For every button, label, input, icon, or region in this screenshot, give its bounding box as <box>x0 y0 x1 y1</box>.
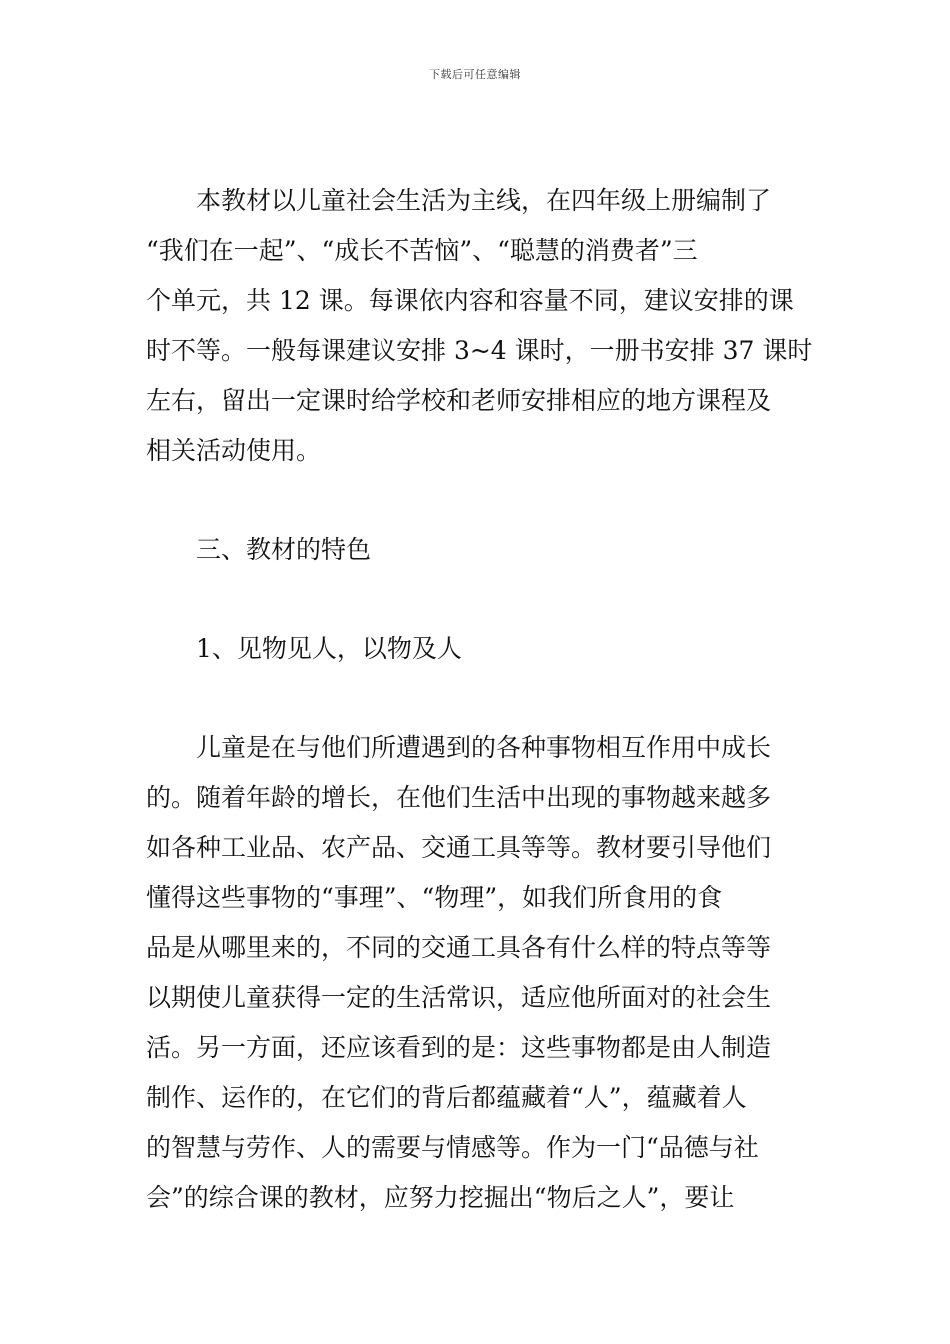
paragraph-1-line-2: “我们在一起”、“成长不苦恼”、“聪慧的消费者”三 <box>146 236 698 265</box>
paragraph-1-line-3: 个单元，共 12 课。每课依内容和容量不同，建议安排的课 <box>146 286 794 315</box>
page-header-note: 下载后可任意编辑 <box>429 68 521 81</box>
paragraph-spacer <box>146 575 808 624</box>
sub-heading: 1、见物见人，以物及人 <box>196 634 462 663</box>
paragraph-2-line-5: 品是从哪里来的，不同的交通工具各有什么样的特点等等 <box>146 933 772 962</box>
paragraph-1-line-1: 本教材以儿童社会生活为主线，在四年级上册编制了 <box>196 186 772 215</box>
paragraph-2-line-4: 懂得这些事物的“事理”、“物理”，如我们所食用的食 <box>146 883 723 912</box>
paragraph-spacer <box>146 476 808 525</box>
paragraph-2-line-7: 活。另一方面，还应该看到的是：这些事物都是由人制造 <box>146 1033 772 1062</box>
document-body <box>146 176 813 1223</box>
paragraph-2-line-10: 会”的综合课的教材，应努力挖掘出“物后之人”，要让 <box>146 1183 735 1212</box>
paragraph-2-line-1: 儿童是在与他们所遭遇到的各种事物相互作用中成长 <box>196 733 772 762</box>
paragraph-1-line-6: 相关活动使用。 <box>146 436 322 465</box>
paragraph-spacer <box>146 674 808 723</box>
paragraph-2-line-3: 如各种工业品、农产品、交通工具等等。教材要引导他们 <box>146 833 772 862</box>
paragraph-2-line-2: 的。随着年龄的增长，在他们生活中出现的事物越来越多 <box>146 783 772 812</box>
paragraph-1-line-5: 左右，留出一定课时给学校和老师安排相应的地方课程及 <box>146 386 772 415</box>
section-heading: 三、教材的特色 <box>196 535 372 564</box>
paragraph-2-line-9: 的智慧与劳作、人的需要与情感等。作为一门“品德与社 <box>146 1133 759 1162</box>
paragraph-2-line-8: 制作、运作的，在它们的背后都蕴藏着“人”，蕴藏着人 <box>146 1083 747 1112</box>
paragraph-2-line-6: 以期使儿童获得一定的生活常识，适应他所面对的社会生 <box>146 983 772 1012</box>
paragraph-1-line-4: 时不等。一般每课建议安排 3~4 课时，一册书安排 37 课时 <box>146 336 813 365</box>
